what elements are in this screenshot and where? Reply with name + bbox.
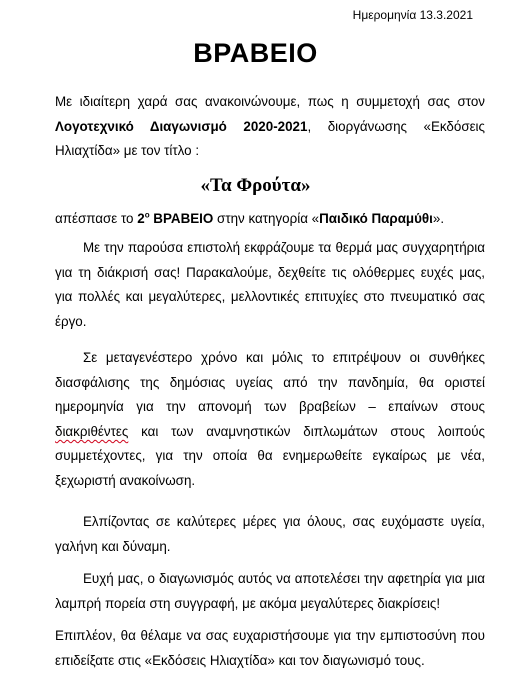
award-rank (137, 211, 213, 226)
award-rank-number: 2 (137, 211, 145, 226)
spellcheck-flagged-word: διακριθέντες (55, 423, 129, 439)
work-title: «Τα Φρούτα» (200, 175, 311, 196)
intro-paragraph (55, 90, 485, 164)
award-paragraph (55, 207, 485, 232)
contest-name: Λογοτεχνικό Διαγωνισμό 2020-2021 (55, 118, 308, 134)
ceremony-text-start: Σε μεταγενέστερο χρόνο και μόλις το επιτρέψουν οι συνθήκες διασφάλισης της δημόσιας υγείας από την πανδημία, θα οριστεί ημερομηνία για την απονομή των βραβείων – επαίνων στους (55, 350, 485, 415)
letter-date: Ημερομηνία 13.3.2021 (352, 8, 473, 22)
intro-text-end: , διοργάνωσης «Εκδόσεις Ηλιαχτίδα» με τον τίτλο : (55, 118, 485, 159)
thanks-paragraph: Επιπλέον, θα θέλαμε να σας ευχαριστήσουμε για την εμπιστοσύνη που επιδείξατε στις «Εκδόσεις Ηλιαχτίδα» και τον διαγωνισμό τους. (55, 628, 485, 668)
award-text-start: απέσπασε το (55, 211, 138, 226)
ceremony-paragraph (55, 346, 485, 494)
award-rank-word: ΒΡΑΒΕΙΟ (149, 211, 214, 226)
award-text-middle: στην κατηγορία « (213, 211, 320, 226)
award-rank-ordinal: ο (144, 210, 150, 220)
award-category: Παιδικό Παραμύθι (319, 211, 433, 226)
hope-paragraph: Ευχή μας, ο διαγωνισμός αυτός να αποτελέσει την αφετηρία για μια λαμπρή πορεία στη συγγραφή, με ακόμα μεγαλύτερες διακρίσεις! (55, 571, 485, 611)
ceremony-text-end: και των αναμνηστικών διπλωμάτων στους λοιπούς συμμετέχοντες, για την οποία θα ενημερωθείτε εγκαίρως με νέα, ξεχωριστή ανακοίνωση. (55, 423, 485, 488)
congratulations-paragraph: Με την παρούσα επιστολή εκφράζουμε τα θερμά μας συγχαρητήρια για τη διάκρισή σας! Παρακαλούμε, δεχθείτε τις ολόθερμες ευχές μας, για πολλές και μεγαλύτερες, μελλοντικές επιτυχίες στο πνευματικό σας έργο. (55, 240, 485, 329)
letter-title: ΒΡΑΒΕΙΟ (193, 38, 318, 68)
intro-text-start: Με ιδιαίτερη χαρά σας ανακοινώνουμε, πως η συμμετοχή σας στον (55, 94, 485, 109)
award-text-end: ». (432, 211, 445, 226)
wishes-paragraph: Ελπίζοντας σε καλύτερες μέρες για όλους, σας ευχόμαστε υγεία, γαλήνη και δύναμη. (55, 514, 485, 554)
